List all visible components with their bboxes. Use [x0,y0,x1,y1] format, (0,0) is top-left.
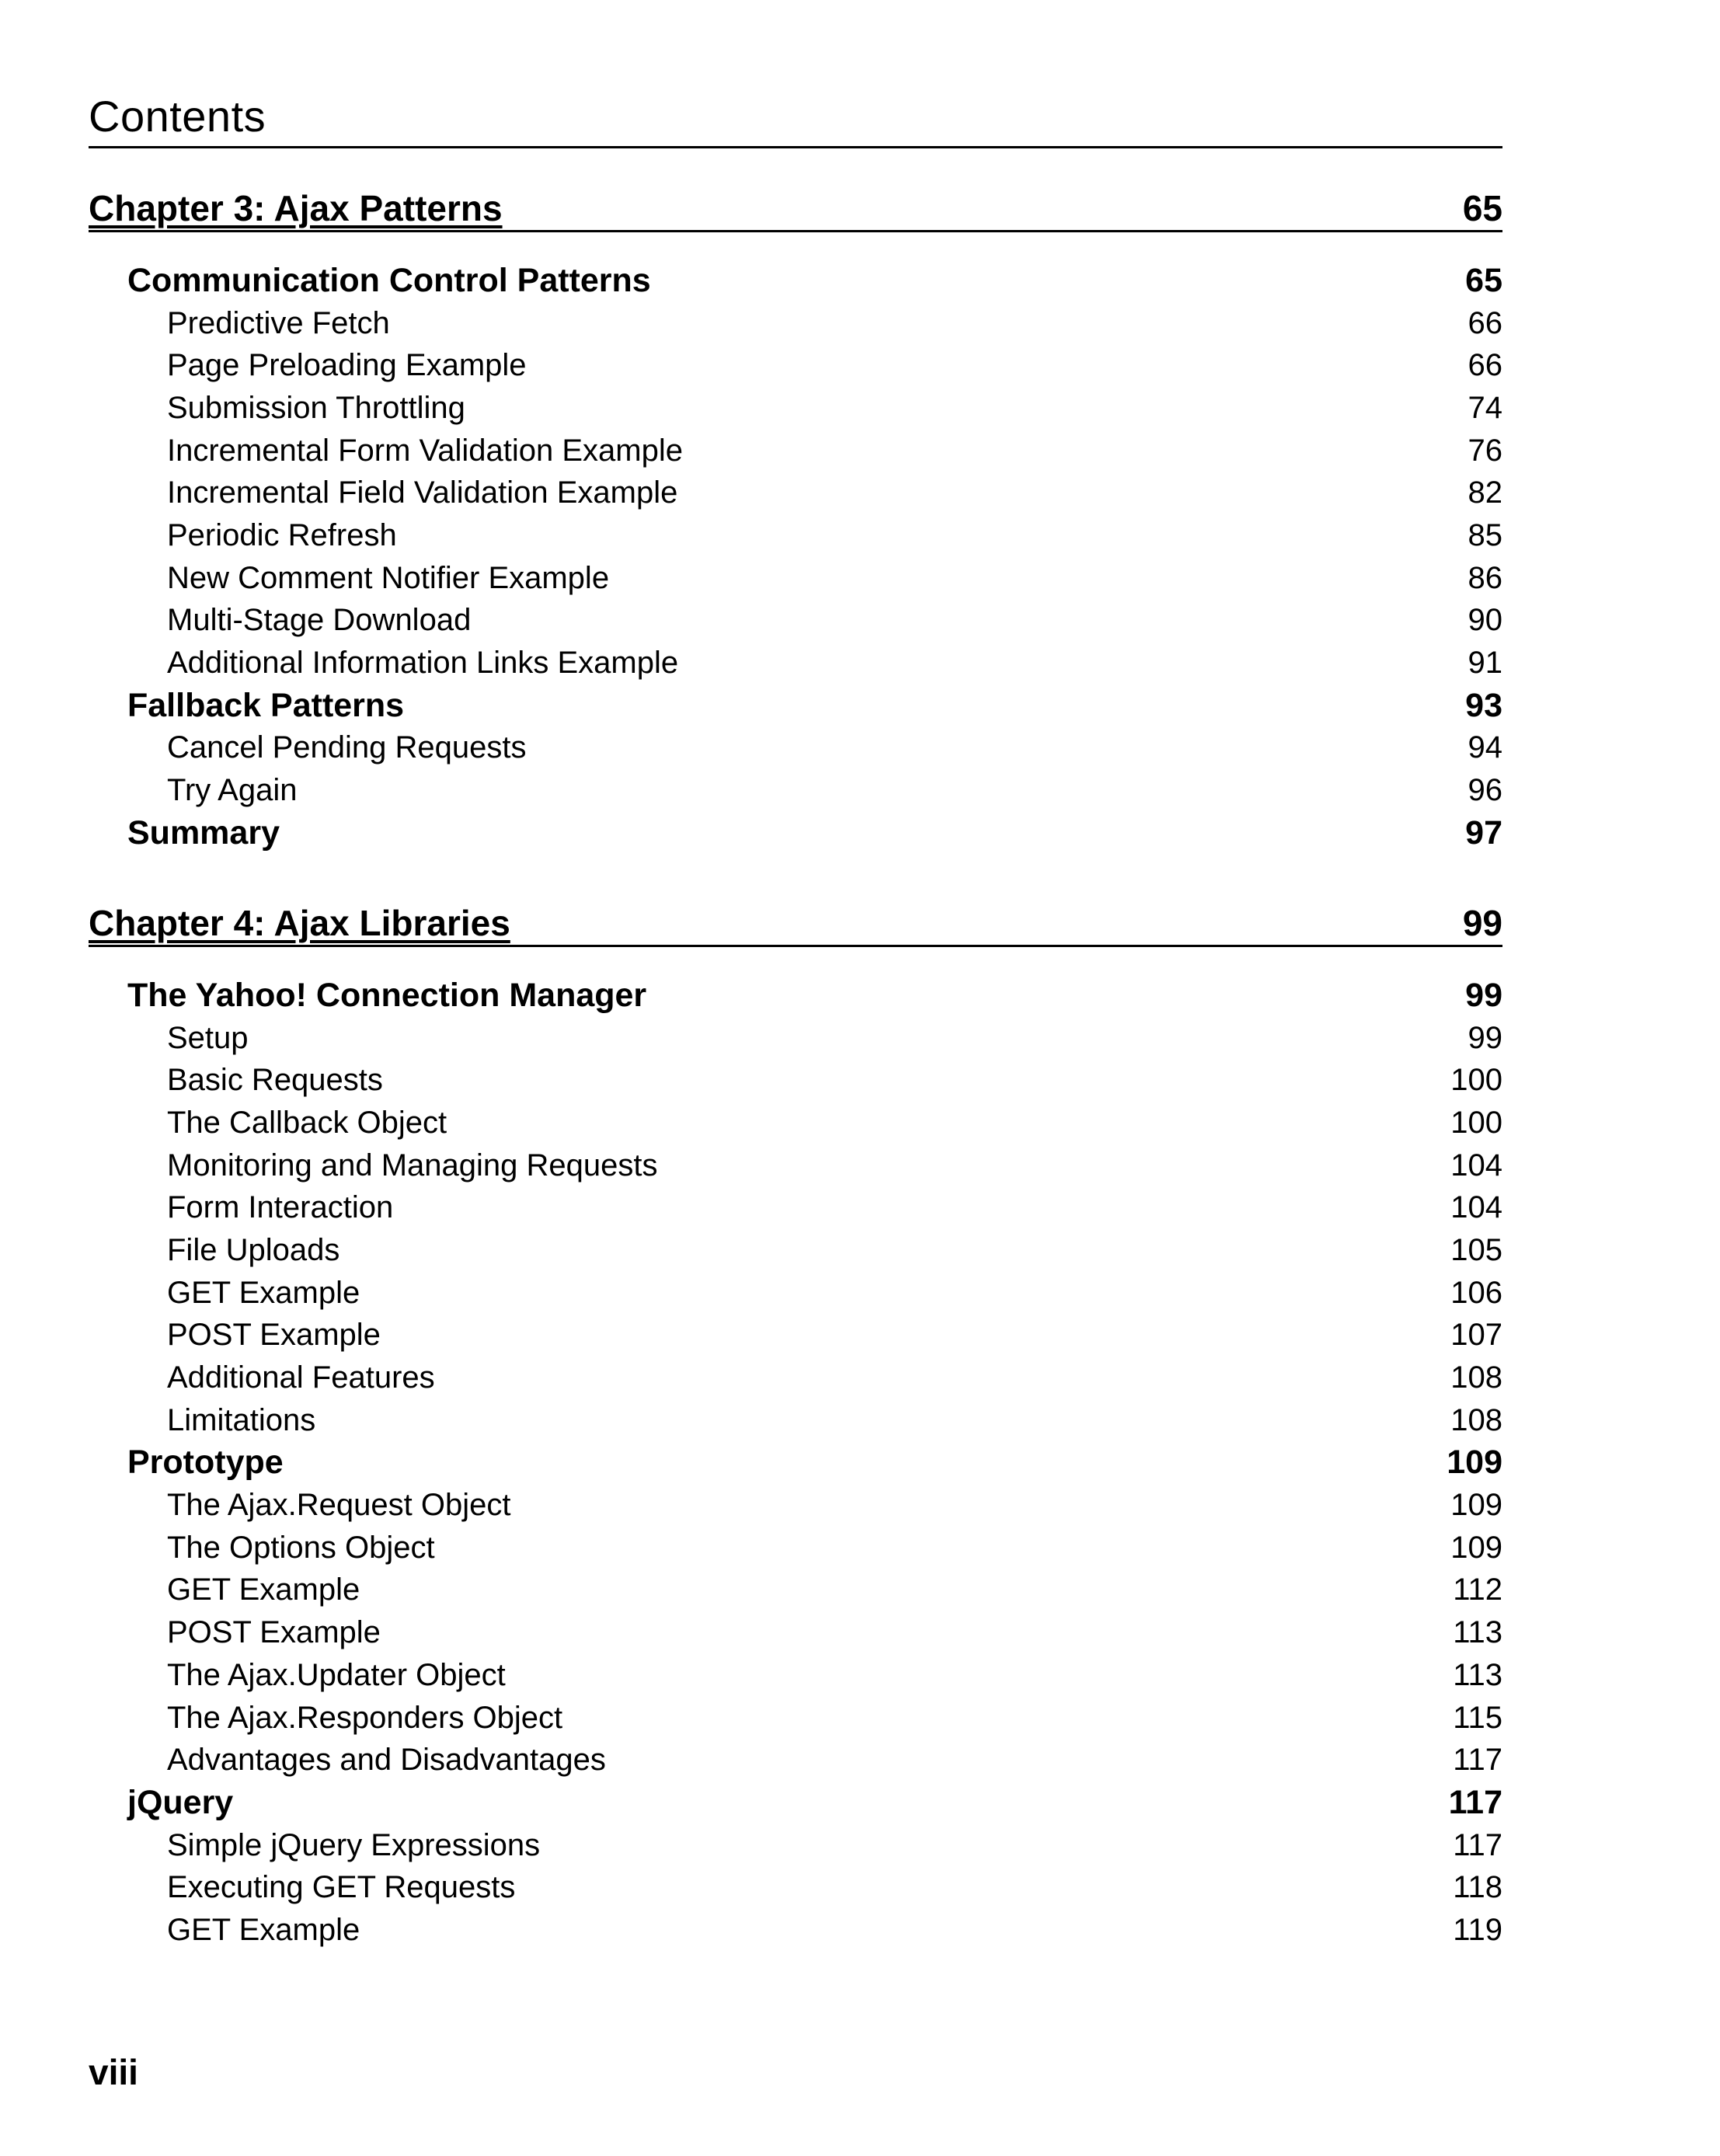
toc-subsection-entry[interactable] [89,1229,1502,1272]
toc-entry-title: New Comment Notifier Example [167,560,610,595]
toc-entry-page-number: 94 [1468,730,1502,765]
toc-entry-title: POST Example [167,1318,381,1353]
toc-entry-page-number: 85 [1468,517,1502,552]
toc-entry-page-number: 93 [1465,686,1502,724]
toc-entry-page-number: 109 [1450,1530,1502,1565]
toc-entry-title: POST Example [167,1615,381,1650]
toc-entry-title: Incremental Form Validation Example [167,433,683,468]
toc-subsection-entry[interactable] [89,1739,1502,1782]
toc-entry-title: The Ajax.Updater Object [167,1657,506,1692]
toc-subsection-entry[interactable] [89,1569,1502,1612]
toc-entry-page-number: 108 [1450,1360,1502,1395]
toc-entry-page-number: 97 [1465,813,1502,852]
toc-entry-page-number: 117 [1448,1783,1502,1821]
toc-section-entry[interactable] [89,259,1502,302]
toc-subsection-entry[interactable] [89,642,1502,684]
chapter-title: Chapter 4: Ajax Libraries [89,903,510,943]
toc-section-entry[interactable] [89,684,1502,727]
toc-entry-title: GET Example [167,1573,360,1607]
toc-entry-page-number: 74 [1468,390,1502,425]
toc-subsection-entry[interactable] [89,1017,1502,1060]
toc-entry-page-number: 104 [1450,1148,1502,1182]
toc-subsection-entry[interactable] [89,727,1502,770]
toc-subsection-entry[interactable] [89,1527,1502,1569]
toc-subsection-entry[interactable] [89,557,1502,600]
toc-subsection-entry[interactable] [89,1484,1502,1527]
toc-subsection-entry[interactable] [89,1144,1502,1187]
toc-entry-title: Form Interaction [167,1190,394,1225]
toc-entry-title: Advantages and Disadvantages [167,1743,606,1778]
toc-entry-title: Page Preloading Example [167,348,527,383]
toc-entry-page-number: 90 [1468,603,1502,638]
toc-subsection-entry[interactable] [89,1186,1502,1229]
toc-entry-page-number: 112 [1453,1573,1502,1607]
toc-entry-title: Communication Control Patterns [127,261,651,299]
toc-entry-page-number: 117 [1453,1743,1502,1778]
toc-entry-page-number: 117 [1453,1827,1502,1862]
toc-entry-page-number: 99 [1465,976,1502,1014]
toc-subsection-entry[interactable] [89,1611,1502,1654]
toc-entry-title: Additional Information Links Example [167,646,679,681]
toc-section-entry[interactable] [89,974,1502,1017]
toc-entry-page-number: 66 [1468,348,1502,383]
toc-entry-page-number: 105 [1450,1232,1502,1267]
toc-entry-page-number: 113 [1453,1657,1502,1692]
toc-entry-page-number: 106 [1450,1275,1502,1310]
toc-subsection-entry[interactable] [89,1315,1502,1357]
toc-entry-title: The Callback Object [167,1105,447,1140]
toc-subsection-entry[interactable] [89,302,1502,345]
toc-entry-title: The Yahoo! Connection Manager [127,976,647,1014]
toc-section-entry[interactable] [89,1442,1502,1485]
toc-subsection-entry[interactable] [89,472,1502,514]
toc-section-entry[interactable] [89,812,1502,855]
toc-entry-page-number: 76 [1468,433,1502,468]
toc-entry-page-number: 109 [1447,1444,1502,1482]
toc-entry-title: Periodic Refresh [167,517,397,552]
toc-entry-page-number: 113 [1453,1615,1502,1650]
toc-entry-title: Incremental Field Validation Example [167,475,678,510]
toc-subsection-entry[interactable] [89,1824,1502,1867]
toc-entry-title: GET Example [167,1912,360,1947]
toc-entry-title: Simple jQuery Expressions [167,1827,541,1862]
toc-entry-title: The Ajax.Responders Object [167,1700,563,1735]
toc-subsection-entry[interactable] [89,1909,1502,1952]
chapter-page-number: 99 [1462,903,1502,943]
toc-entry-page-number: 109 [1450,1488,1502,1523]
toc-subsection-entry[interactable] [89,1059,1502,1102]
toc-subsection-entry[interactable] [89,1654,1502,1697]
page-folio: viii [89,2052,138,2092]
chapter-heading-3[interactable] [89,186,1502,232]
toc-entry-title: The Ajax.Request Object [167,1488,511,1523]
toc-entry-page-number: 118 [1453,1870,1502,1905]
toc-entry-title: GET Example [167,1275,360,1310]
toc-entry-page-number: 99 [1468,1020,1502,1055]
toc-subsection-entry[interactable] [89,1272,1502,1315]
toc-subsection-entry[interactable] [89,1697,1502,1740]
toc-entry-page-number: 107 [1450,1318,1502,1353]
toc-subsection-entry[interactable] [89,1102,1502,1144]
toc-entry-title: Limitations [167,1402,316,1437]
toc-entry-title: Additional Features [167,1360,435,1395]
toc-entry-page-number: 96 [1468,773,1502,808]
toc-entry-page-number: 115 [1453,1700,1502,1735]
toc-entry-title: Predictive Fetch [167,305,390,340]
toc-entry-title: The Options Object [167,1530,435,1565]
toc-entry-title: Executing GET Requests [167,1870,516,1905]
toc-subsection-entry[interactable] [89,600,1502,643]
chapter-title: Chapter 3: Ajax Patterns [89,188,503,228]
toc-entry-title: Monitoring and Managing Requests [167,1148,658,1182]
toc-entry-title: Prototype [127,1444,284,1482]
toc-entry-page-number: 108 [1450,1402,1502,1437]
toc-entry-title: Multi-Stage Download [167,603,472,638]
toc-entry-title: Fallback Patterns [127,686,405,724]
toc-subsection-entry[interactable] [89,430,1502,472]
toc-entry-page-number: 104 [1450,1190,1502,1225]
toc-entry-title: Submission Throttling [167,390,465,425]
toc-entry-page-number: 82 [1468,475,1502,510]
toc-subsection-entry[interactable] [89,1399,1502,1442]
toc-subsection-entry[interactable] [89,769,1502,812]
toc-entry-title: Try Again [167,773,298,808]
running-head: Contents [89,87,1502,148]
toc-entry-page-number: 65 [1465,261,1502,299]
toc-entry-page-number: 66 [1468,305,1502,340]
toc-subsection-entry[interactable] [89,344,1502,387]
toc-entry-page-number: 119 [1453,1912,1502,1947]
toc-entry-page-number: 86 [1468,560,1502,595]
toc-section-entry[interactable] [89,1782,1502,1824]
toc-subsection-entry[interactable] [89,514,1502,557]
toc-entry-title: Cancel Pending Requests [167,730,527,765]
toc-entry-title: File Uploads [167,1232,340,1267]
toc-entry-page-number: 91 [1468,646,1502,681]
toc-entry-page-number: 100 [1450,1105,1502,1140]
toc-subsection-entry[interactable] [89,1357,1502,1399]
chapter-3-entries [89,259,1502,855]
toc-subsection-entry[interactable] [89,1866,1502,1909]
chapter-4-entries [89,974,1502,1952]
toc-subsection-entry[interactable] [89,387,1502,430]
toc-entry-title: Basic Requests [167,1063,383,1098]
toc-entry-title: Setup [167,1020,249,1055]
toc-entry-page-number: 100 [1450,1063,1502,1098]
chapter-heading-4[interactable] [89,901,1502,947]
toc-entry-title: jQuery [127,1783,234,1821]
toc-entry-title: Summary [127,813,280,852]
chapter-page-number: 65 [1462,188,1502,228]
